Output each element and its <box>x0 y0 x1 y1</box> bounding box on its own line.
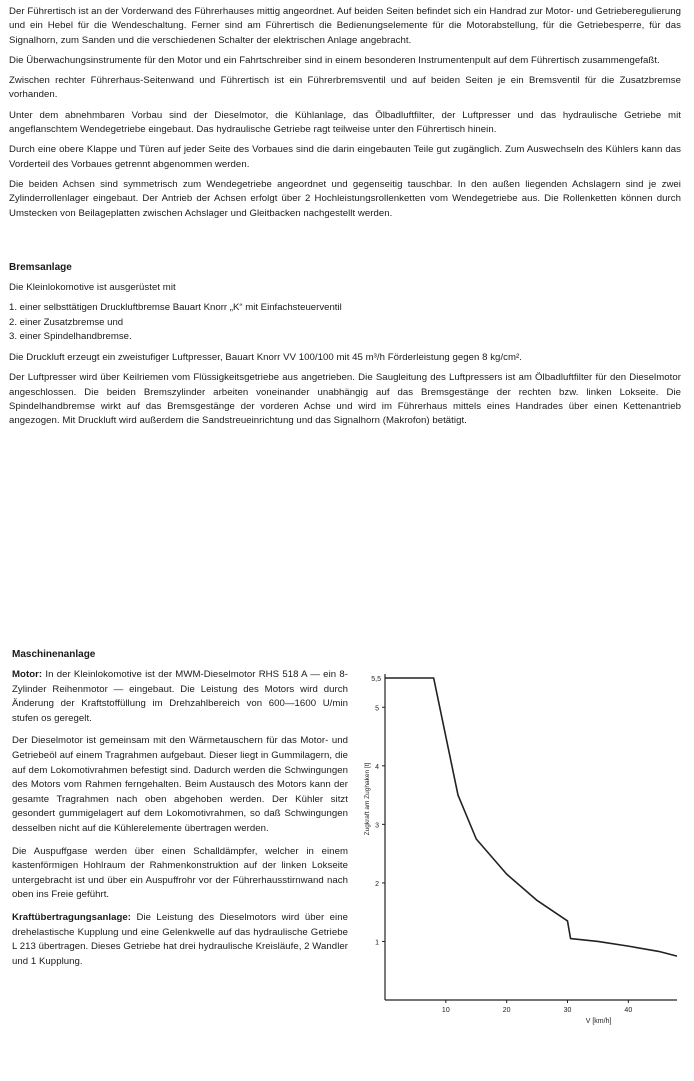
tractive-effort-chart <box>355 660 685 1040</box>
x-tick-label: 30 <box>563 1007 572 1014</box>
y-tick-label: 1 <box>375 939 379 947</box>
intro-paragraph: Die beiden Achsen sind symmetrisch zum Wendegetriebe angeordnet und gegenseitig tauschbar. In den außen liegenden Achslagern sind je zwei Zylinderrollenlager eingebaut. Der Antrieb der Achsen erfolgt über 2 Hochleistungsrollenketten vom Wendegetriebe aus. Die Rollenketten können durch Umstecken von Beilageplatten zwischen Achslager und Gleitbacken nachgestellt werden. <box>9 178 681 219</box>
x-tick-label: 10 <box>441 1007 450 1014</box>
y-tick-label: 4 <box>375 763 379 771</box>
machinery-paragraph: Die Auspuffgase werden über einen Schalldämpfer, welcher in einem kastenförmigen Hohlraum der Rahmenkonstruktion auf der linken Lokseite untergebracht ist und über ein Auspuffrohr vor der Führerhausstirnwand nach oben ins Freie geführt. <box>12 845 348 901</box>
intro-paragraph: Die Überwachungsinstrumente für den Motor und ein Fahrtschreiber sind in einem besonderen Instrumentenpult auf dem Führertisch zusammengefaßt. <box>9 54 660 66</box>
y-tick-label: 2 <box>375 880 379 888</box>
x-tick-label: 20 <box>502 1007 511 1014</box>
transmission-label: Kraftübertragungsanlage: <box>12 911 132 923</box>
y-axis-label: Zugkraft am Zughaken [t] <box>364 762 371 836</box>
transmission-paragraph <box>12 911 348 969</box>
motor-label: Motor: <box>12 669 43 680</box>
y-tick-label: 5 <box>375 705 379 713</box>
list-item: 1. einer selbsttätigen Druckluftbremse Bauart Knorr „K“ mit Einfachsteuerventil <box>9 302 342 314</box>
brakes-heading: Bremsanlage <box>9 261 72 273</box>
series-line <box>385 678 677 956</box>
intro-section <box>9 5 681 434</box>
list-item: 2. einer Zusatzbremse und <box>9 316 124 328</box>
brakes-paragraph: Die Druckluft erzeugt ein zweistufiger Luftpresser, Bauart Knorr VV 100/100 mit 45 m³/h Förderleistung gegen 8 kg/cm². <box>9 351 523 363</box>
intro-paragraph: Zwischen rechter Führerhaus-Seitenwand und Führertisch ist ein Führerbremsventil und auf beiden Seiten je ein Bremsventil für die Zusatzbremse vorhanden. <box>9 75 681 101</box>
y-tick-label: 3 <box>375 822 379 830</box>
machinery-section <box>12 648 348 977</box>
brakes-list <box>9 301 681 345</box>
list-item: 3. einer Spindelhandbremse. <box>9 331 132 343</box>
intro-paragraph: Durch eine obere Klappe und Türen auf jeder Seite des Vorbaues sind die darin eingebauten Teile gut zugänglich. Zum Auswechseln des Kühlers kann das Vorderteil des Vorbaues getrennt abgenommen werden. <box>9 144 681 170</box>
brakes-lead: Die Kleinlokomotive ist ausgerüstet mit <box>9 281 176 293</box>
y-top-label: 5,5 <box>371 676 381 683</box>
intro-paragraph: Der Führertisch ist an der Vorderwand des Führerhauses mittig angeordnet. Auf beiden Seiten befindet sich ein Handrad zur Motor- und Getrieberegulierung und ein Hebel für die Wendeschaltung. Ferner sind am Führertisch die Bedienungselemente für die Motorabstellung, für die Getriebesperre, für das Signalhorn, zum Sanden und die verschiedenen Schalter der elektrischen Anlage angebracht. <box>9 6 681 46</box>
transmission-text: Die Leistung des Dieselmotors wird über eine drehelastische Kupplung und eine Gelenkwelle auf das hydraulische Getriebe L 213 übertragen. Dieses Getriebe hat drei hydraulische Kreisläufe, 2 Wandler und 1 Kupplung. <box>12 911 348 967</box>
brakes-paragraph: Der Luftpresser wird über Keilriemen vom Flüssigkeitsgetriebe aus angetrieben. Die Saugleitung des Luftpressers ist am Ölbadluftfilter für den Dieselmotor angeschlossen. Die beiden Bremszylinder arbeiten voneinander unabhängig auf das Bremsgestänge der rechten bzw. linken Lokseite. Die Spindelhandbremse wirkt auf das Bremsgestänge der vorderen Achse und wird im Führerhaus mittels eines Handrades über einen Kettenantrieb angezogen. Mit Druckluft wird außerdem die Sandstreueinrichtung und das Signalhorn (Makrofon) betätigt. <box>9 372 681 427</box>
x-tick-label: 40 <box>624 1007 633 1014</box>
motor-text: In der Kleinlokomotive ist der MWM-Dieselmotor RHS 518 A — ein 8-Zylinder Reihenmotor — eingebaut. Die Leistung des Motors wird durch Änderung der Kraftstoffüllung im Drehzahlbereich von 600—1600 U/min stufen os geregelt. <box>12 669 348 724</box>
machinery-heading: Maschinenanlage <box>12 649 96 660</box>
chart-svg <box>355 660 685 1040</box>
x-axis-label: V [km/h] <box>585 1018 612 1025</box>
intro-paragraph: Unter dem abnehmbaren Vorbau sind der Dieselmotor, die Kühlanlage, das Ölbadluftfilter, der Luftpresser und das hydraulische Getriebe mit angeflanschtem Wendegetriebe eingebaut. Das hydraulische Getriebe ragt teilweise unter den Führertisch hinein. <box>9 109 681 136</box>
motor-paragraph <box>12 668 348 726</box>
machinery-paragraph: Der Dieselmotor ist gemeinsam mit den Wärmetauschern für das Motor- und Getriebeöl auf einem Tragrahmen aufgebaut. Dieser liegt in Gummilagern, die auf dem Lokomotivrahmen befestigt sind. Dadurch werden die Schwingungen des Motors vom Rahmen ferngehalten. Beim Austausch des Motors kann der gesamte Tragrahmen nach oben abgehoben werden. Der Kühler sitzt gesondert gummigelagert auf dem Lokomotivrahmen, so daß Schwingungen desselben nicht auf die Kühlerelemente übertragen werden. <box>12 735 348 834</box>
